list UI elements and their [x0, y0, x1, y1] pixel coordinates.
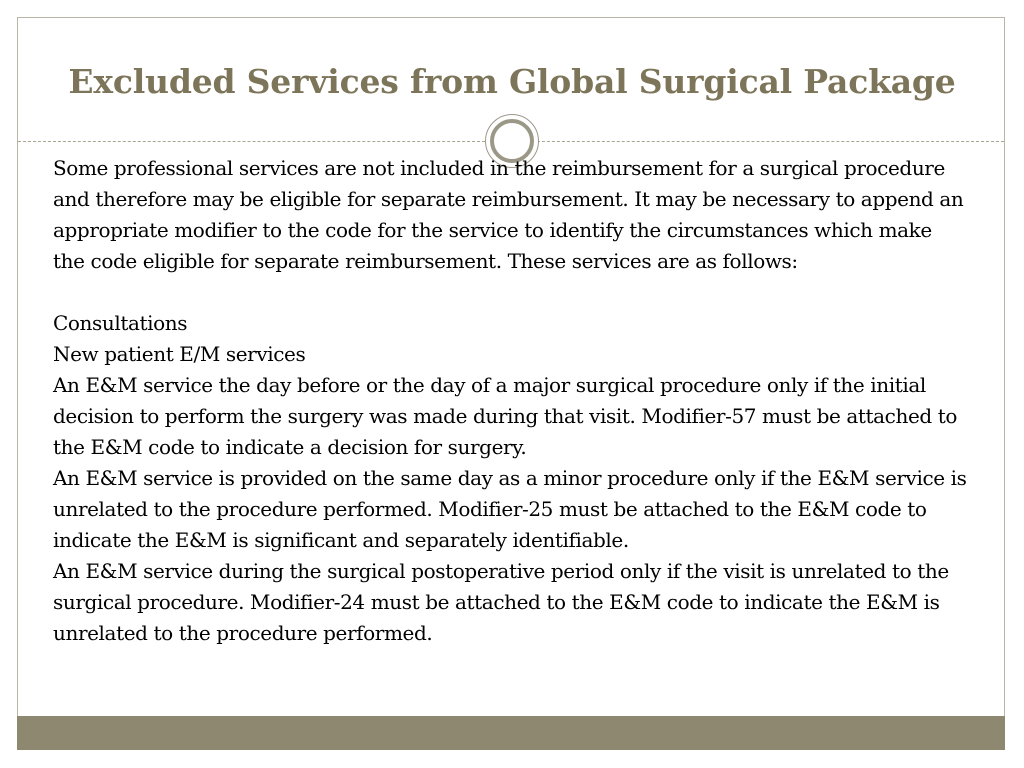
footer-bar: [17, 716, 1005, 750]
list-item: An E&M service the day before or the day of a major surgical procedure only if the initial decision to perform the surgery was made during that visit. Modifier-57 must be attached to the E&M code to indicate a decision for surgery.: [53, 373, 958, 459]
intro-paragraph: Some professional services are not included in the reimbursement for a surgical procedure and therefore may be eligible for separate reimbursement. It may be necessary to append an appropriate modifier to the code for the service to identify the circumstances which make the code eligible for separate reimbursement. These services are as follows:: [53, 156, 964, 273]
list-item: Consultations: [53, 311, 188, 335]
slide-title: Excluded Services from Global Surgical Package: [68, 62, 956, 101]
slide-body: [53, 153, 968, 649]
paragraph-spacer: [53, 277, 968, 308]
list-item: New patient E/M services: [53, 342, 306, 366]
list-item: An E&M service during the surgical postoperative period only if the visit is unrelated to the surgical procedure. Modifier-24 must be attached to the E&M code to indicate the E&M is unrelated to the procedure performed.: [53, 559, 949, 645]
list-item: An E&M service is provided on the same day as a minor procedure only if the E&M service is unrelated to the procedure performed. Modifier-25 must be attached to the E&M code to indicate the E&M is significant and separately identifiable.: [53, 466, 967, 552]
